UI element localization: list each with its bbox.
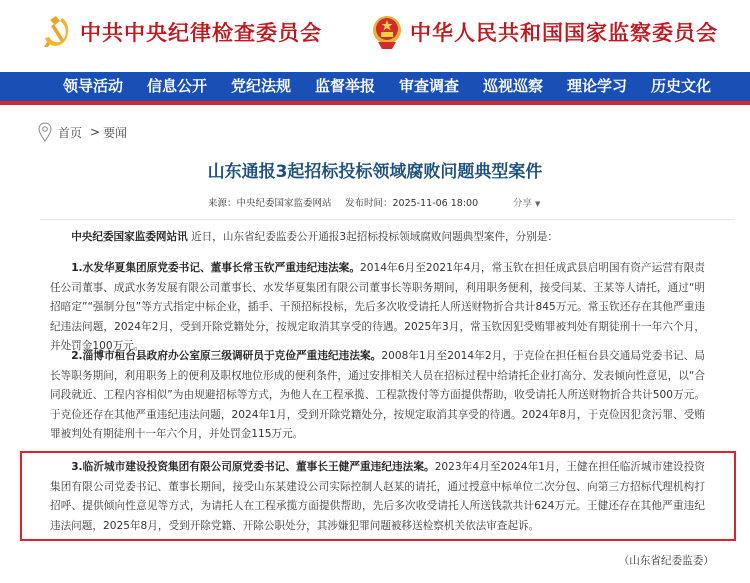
nav-info-disclosure[interactable]: 信息公开: [146, 77, 207, 95]
case-body: 2023年4月至2024年1月，王健在担任临沂城市建设投资集团有限公司党委书记、董事长期间，接受山东某建设公司实际控制人赵某的请托，通过授意中标单位二次分包、向第三方招标代理机构打招呼、提供倾向性意见等方式，为请托人在工程承揽方面提供帮助，先后多次收受请托人所送钱款共计624万元。王健还存在其他严重违纪违法问题，2025年8月，受到开除党籍、开除公职处分，其涉嫌犯罪问题被移送检察机关依法审查起诉。: [50, 461, 705, 532]
intro-text: 近日，山东省纪委监委公开通报3起招标投标领域腐败问题典型案件，分别是：: [187, 231, 559, 243]
nav-investigation[interactable]: 审查调查: [398, 77, 459, 95]
article-title: 山东通报3起招标投标领域腐败问题典型案件: [207, 162, 543, 182]
publish-time: 发布时间：2025-11-06 18:00: [345, 198, 479, 209]
nav-history[interactable]: 历史文化: [650, 77, 711, 95]
share-label: 分享: [513, 198, 533, 209]
case-paragraph: [50, 259, 705, 357]
breadcrumb-separator: >: [90, 125, 101, 139]
share-button[interactable]: [513, 195, 540, 209]
case-body: 2014年6月至2021年4月，常玉钦在担任成武县启明国有资产运营有限责任公司董事、成武水务发展有限公司董事长、水发华夏集团有限公司董事长等职务期间，利用职务便利，接受闫某、王某等人请托，通过“明招暗定”“强制分包”等方式指定中标企业，插手、干预招标投标，先后多次收受请托人所送财物折合共计845万元。常玉钦还存在其他严重违纪违法问题，2024年2月，受到开除党籍处分，按规定取消其享受的待遇。2025年3月，常玉钦因犯受贿罪被判处有期徒刑十一年六个月，并处罚金100万元。: [50, 262, 705, 352]
nav-inspection[interactable]: 巡视巡察: [482, 77, 543, 95]
case-heading: 2.淄博市桓台县政府办公室原三级调研员于克俭严重违纪违法案。: [71, 350, 382, 362]
article-source: 来源：中央纪委国家监委网站: [208, 198, 332, 209]
nav-report[interactable]: 监督举报: [314, 77, 375, 95]
case-paragraph: [50, 458, 705, 536]
breadcrumb: [38, 122, 127, 142]
ccdi-logo[interactable]: [42, 12, 322, 52]
case-body: 2008年1月至2014年2月，于克俭在担任桓台县交通局党委书记、局长等职务期间，利用职务上的便利及职权地位形成的便利条件，通过安排相关人员在招标过程中给请托企业打高分、发表倾向性意见，以“合同段就近、工程内容相似”为由规避招标等方式，为他人在工程承揽、工程款拨付等方面提供帮助，收受请托人所送财物折合共计500万元。于克俭还存在其他严重违纪违法问题，2024年1月，受到开除党籍处分，按规定取消其享受的待遇。2024年8月，于克俭因犯贪污罪、受贿罪被判处有期徒刑十一年六个月，并处罚金115万元。: [50, 350, 705, 440]
case-heading: 3.临沂城市建设投资集团有限公司原党委书记、董事长王健严重违纪违法案。: [71, 461, 435, 473]
divider: [40, 219, 735, 220]
chevron-down-icon: ▼: [535, 200, 541, 208]
location-pin-icon: [38, 122, 52, 142]
case-heading: 1.水发华夏集团原党委书记、董事长常玉钦严重违纪违法案。: [71, 262, 361, 274]
nav-leadership[interactable]: 领导活动: [62, 77, 123, 95]
article-intro: [50, 228, 705, 248]
main-nav: [0, 72, 750, 105]
nav-regulations[interactable]: 党纪法规: [230, 77, 291, 95]
nav-theory[interactable]: 理论学习: [566, 77, 627, 95]
breadcrumb-home[interactable]: 首页: [58, 125, 83, 140]
breadcrumb-current[interactable]: 要闻: [103, 125, 128, 140]
nsc-logo[interactable]: [372, 12, 718, 52]
party-emblem-icon: [42, 12, 72, 52]
site-header: [0, 0, 750, 72]
nsc-name: 中华人民共和国国家监察委员会: [410, 20, 718, 45]
intro-lead: 中央纪委国家监委网站讯: [71, 231, 188, 243]
article-source-footer: （山东省纪委监委）: [618, 555, 714, 567]
ccdi-name: 中共中央纪律检查委员会: [80, 20, 322, 45]
case-paragraph: [50, 347, 705, 445]
national-emblem-icon: [372, 12, 402, 52]
